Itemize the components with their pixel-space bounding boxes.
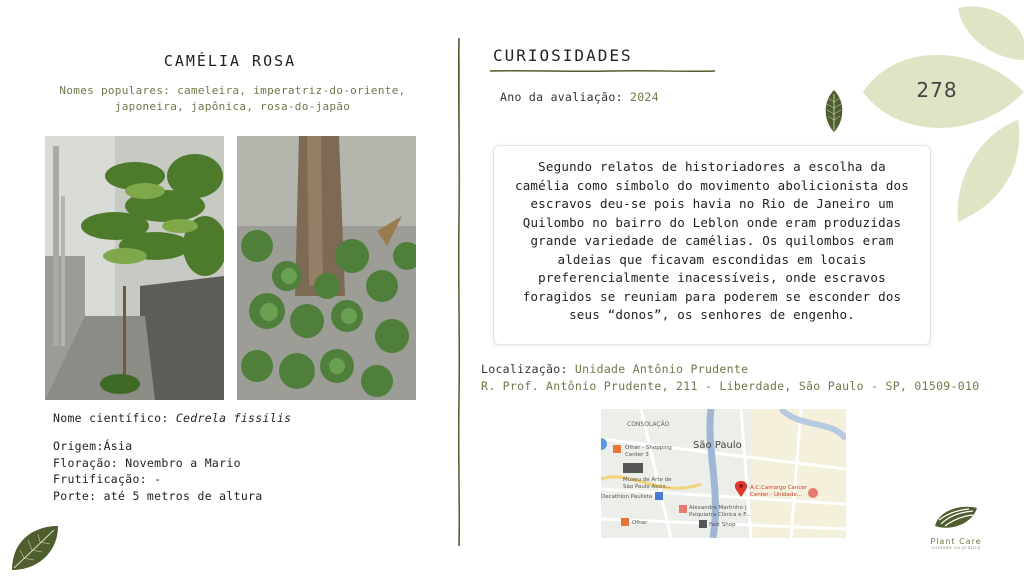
location — [481, 361, 979, 395]
column-divider — [456, 38, 462, 546]
plant-number-badge: 278 — [916, 78, 958, 102]
museum-icon — [623, 463, 643, 473]
curiosities-underline — [490, 68, 715, 74]
map-accamargo2: Center - Unidade... — [750, 492, 803, 498]
map-alexandre2: Psiquiatra Clínica e F... — [689, 512, 751, 518]
logo-leaf-icon — [931, 502, 981, 532]
clinic-icon — [679, 505, 687, 513]
map-district: CONSOLAÇÃO — [627, 421, 670, 428]
shop-icon — [655, 492, 663, 500]
scientific-label: Nome científico: — [53, 411, 176, 425]
location-map[interactable] — [601, 409, 846, 538]
curiosities-text: Segundo relatos de historiadores a escolha da camélia como símbolo do movimento abolicionista dos escravos deu-se pois havia no Rio de Janeiro um Quilombo no bairro do Leblon onde eram produzidas grande variedade de camélias. Os quilombos eram aldeias que ficavam escondidas em locais preferencialmente inacessíveis, onde escravos foragidos se reuniam para poderem se esconder dos seus “donos”, os senhores de engenho. — [493, 145, 931, 345]
map-masp2: São Paulo Assis... — [623, 484, 671, 490]
small-leaf-icon — [822, 90, 846, 132]
year-label: Ano da avaliação: — [500, 90, 631, 104]
size: Porte: até 5 metros de altura — [53, 488, 263, 503]
map-ofner: Ofner — [632, 520, 648, 526]
location-address: R. Prof. Antônio Prudente, 211 - Liberdade, São Paulo - SP, 01509-010 — [481, 379, 980, 393]
logo-tagline: cuidado na prática — [931, 546, 981, 551]
scientific-name — [53, 411, 291, 425]
logo-name: Plant Care — [930, 537, 982, 546]
map-alexandre1: Alexandre Martinho | — [689, 505, 747, 511]
plant-care-logo — [920, 502, 992, 554]
flowering: Floração: Novembro a Mario — [53, 455, 241, 470]
ofner-icon — [621, 518, 629, 526]
leaves-decoration-icon — [858, 0, 1024, 225]
plant-photo-trunk — [237, 136, 416, 400]
plant-photo-tree — [45, 136, 224, 400]
fastshop-icon — [699, 520, 707, 528]
curiosities-title: CURIOSIDADES — [493, 46, 633, 65]
year-value: 2024 — [630, 90, 659, 104]
popular-names: Nomes populares: cameleira, imperatriz-do-oriente, japoneira, japônica, rosa-do-japão — [59, 84, 406, 113]
evaluation-year — [500, 90, 659, 104]
fruiting: Frutificação: - — [53, 472, 162, 486]
map-city: São Paulo — [693, 440, 742, 451]
map-accamargo1: A.C.Camargo Cancer — [750, 485, 808, 491]
location-label: Localização: — [481, 362, 575, 376]
map-ofner-shopping: Ofner - Shopping — [625, 445, 672, 451]
plant-title: CAMÉLIA ROSA — [163, 52, 297, 70]
hospital-icon — [808, 488, 818, 498]
scientific-value: Cedrela fissilis — [175, 411, 292, 425]
origin: Origem:Ásia — [53, 439, 133, 453]
map-center3: Center 3 — [625, 452, 649, 458]
map-masp1: Museu de Arte de — [623, 477, 672, 483]
plant-facts — [53, 438, 262, 504]
map-marker-icon — [613, 445, 621, 453]
location-unit: Unidade Antônio Prudente — [574, 362, 749, 376]
bottom-leaf-icon — [8, 522, 60, 574]
map-decathlon: Decathlon Paulista — [601, 494, 653, 500]
map-fastshop: Fast Shop — [709, 522, 736, 528]
